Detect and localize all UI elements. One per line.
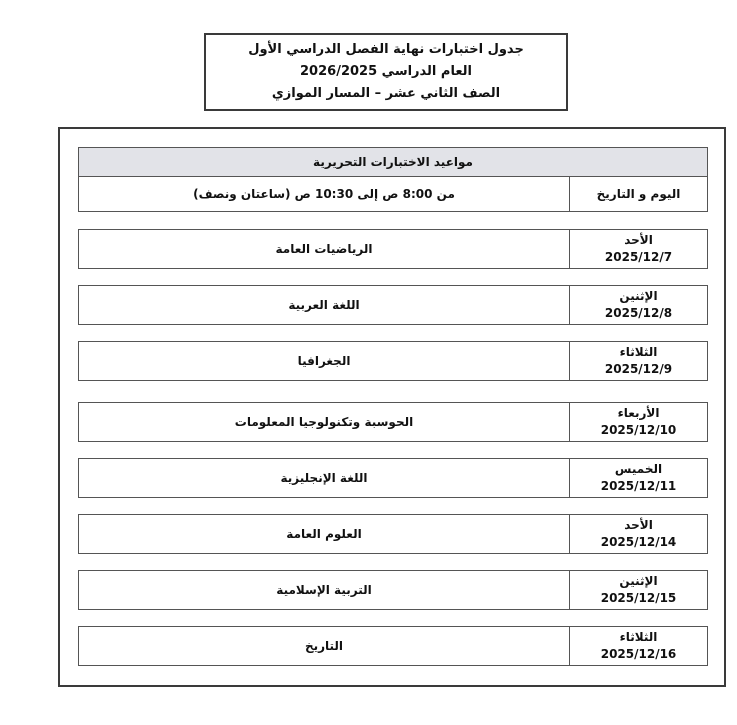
subject-name: التاريخ [304,639,344,653]
day-name: الثلاثاء [619,630,658,644]
subject-cell [79,403,569,441]
column-header-day-date [569,177,707,211]
table-row [78,626,708,666]
day-name: الإثنين [619,289,658,303]
table-row [78,341,708,381]
subject-name: اللغة الإنجليزية [280,471,368,485]
exam-date: 2025/12/16 [600,647,677,661]
subject-name: الحوسبة وتكنولوجيا المعلومات [234,415,414,429]
column-header-time [79,177,569,211]
table-row [78,514,708,554]
title-line-1: جدول اختبارات نهاية الفصل الدراسي الأول [248,42,524,57]
day-date-cell [569,230,707,268]
subject-name: العلوم العامة [286,527,362,541]
exam-date: 2025/12/7 [604,250,673,264]
column-header-time-text: من 8:00 ص إلى 10:30 ص (ساعتان ونصف) [193,187,455,201]
exam-date: 2025/12/11 [600,479,677,493]
day-date-cell [569,459,707,497]
column-header-day-date-text: اليوم و التاريخ [596,186,681,201]
day-date-cell [569,515,707,553]
subject-cell [79,515,569,553]
subject-cell [79,342,569,380]
day-date-cell [569,627,707,665]
exam-date: 2025/12/9 [604,362,673,376]
table-column-headers [78,176,708,212]
exam-date: 2025/12/10 [600,423,677,437]
subject-cell [79,627,569,665]
day-name: الأحد [624,233,653,247]
day-name: الإثنين [619,574,658,588]
subject-cell [79,459,569,497]
day-name: الثلاثاء [619,345,658,359]
day-date-cell [569,342,707,380]
exam-date: 2025/12/14 [600,535,677,549]
subject-name: اللغة العربية [288,298,360,312]
subject-cell [79,230,569,268]
exam-date: 2025/12/15 [600,591,677,605]
day-name: الأحد [624,518,653,532]
table-row [78,570,708,610]
title-line-2: العام الدراسي 2026/2025 [300,64,472,79]
subject-name: الجغرافيا [297,354,351,368]
table-header-title [78,147,708,177]
subject-name: الرياضيات العامة [275,242,373,256]
table-row [78,285,708,325]
day-name: الخميس [614,462,663,476]
table-row [78,402,708,442]
subject-cell [79,571,569,609]
title-line-3: الصف الثاني عشر – المسار الموازي [271,86,501,101]
document-title-box [204,33,568,111]
subject-name: التربية الإسلامية [276,583,372,597]
table-row [78,458,708,498]
day-date-cell [569,571,707,609]
header-title-text: مواعيد الاختبارات التحريرية [313,155,473,169]
subject-cell [79,286,569,324]
table-row [78,229,708,269]
day-date-cell [569,403,707,441]
day-date-cell [569,286,707,324]
day-name: الأربعاء [617,406,660,420]
exam-date: 2025/12/8 [604,306,673,320]
